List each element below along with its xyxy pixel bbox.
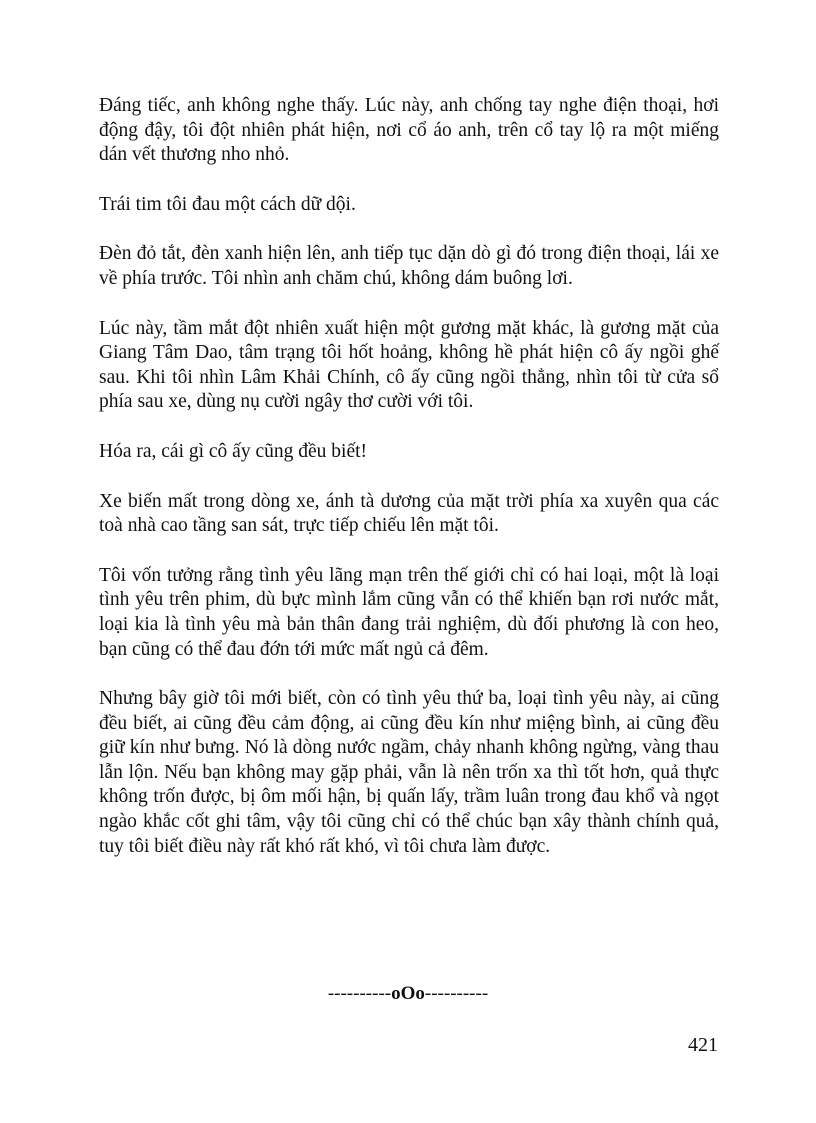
paragraph-4: Lúc này, tầm mắt đột nhiên xuất hiện một gương mặt khác, là gương mặt của Giang Tâm Dao, tâm trạng tôi hốt hoảng, không hề phát hiện cô ấy ngồi ghế sau. Khi tôi nhìn Lâm Khải Chính, cô ấy cũng ngồi thẳng, nhìn tôi từ cửa sổ phía sau xe, dùng nụ cười ngây thơ cười với tôi. [99, 317, 719, 413]
paragraph-3: Đèn đỏ tắt, đèn xanh hiện lên, anh tiếp tục dặn dò gì đó trong điện thoại, lái xe về phía trước. Tôi nhìn anh chăm chú, không dám buông lơi. [99, 243, 719, 289]
separator-left-dashes: ---------- [327, 983, 392, 1004]
separator-mark: oOo [391, 983, 425, 1004]
separator-right-dashes: ---------- [424, 983, 489, 1004]
paragraph-6: Xe biến mất trong dòng xe, ánh tà dương của mặt trời phía xa xuyên qua các toà nhà cao tầng san sát, trực tiếp chiếu lên mặt tôi. [99, 490, 719, 537]
paragraph-5: Hóa ra, cái gì cô ấy cũng đều biết! [99, 440, 368, 462]
section-separator [0, 982, 816, 1006]
paragraph-1: Đáng tiếc, anh không nghe thấy. Lúc này, anh chống tay nghe điện thoại, hơi động đậy, tôi đột nhiên phát hiện, nơi cổ áo anh, trên cổ tay lộ ra một miếng dán vết thương nho nhỏ. [99, 95, 719, 166]
paragraph-8: Nhưng bây giờ tôi mới biết, còn có tình yêu thứ ba, loại tình yêu này, ai cũng đều biết, ai cũng đều cảm động, ai cũng đều kín như miệng bình, ai cũng đều giữ kín như bưng. Nó là dòng nước ngầm, chảy nhanh không ngừng, vàng thau lẫn lộn. Nếu bạn không may gặp phải, vẫn là nên trốn xa thì tốt hơn, quả thực không trốn được, bị ôm mối hận, bị quấn lấy, trầm luân trong đau khổ và ngọt ngào khắc cốt ghi tâm, vậy tôi cũng chỉ có thể chúc bạn xây thành chính quả, tuy tôi biết điều này rất khó rất khó, vì tôi chưa làm được. [99, 688, 719, 857]
paragraph-2: Trái tim tôi đau một cách dữ dội. [99, 193, 356, 215]
paragraph-7: Tôi vốn tưởng rằng tình yêu lãng mạn trên thế giới chỉ có hai loại, một là loại tình yêu trên phim, dù bực mình lắm cũng vẫn có thể khiến bạn rơi nước mắt, loại kia là tình yêu mà bản thân đang trải nghiệm, dù đối phương là con heo, bạn cũng có thể đau đớn tới mức mất ngủ cả đêm. [99, 564, 719, 660]
page-number: 421 [688, 1034, 718, 1056]
chapter-body-text [99, 94, 719, 884]
